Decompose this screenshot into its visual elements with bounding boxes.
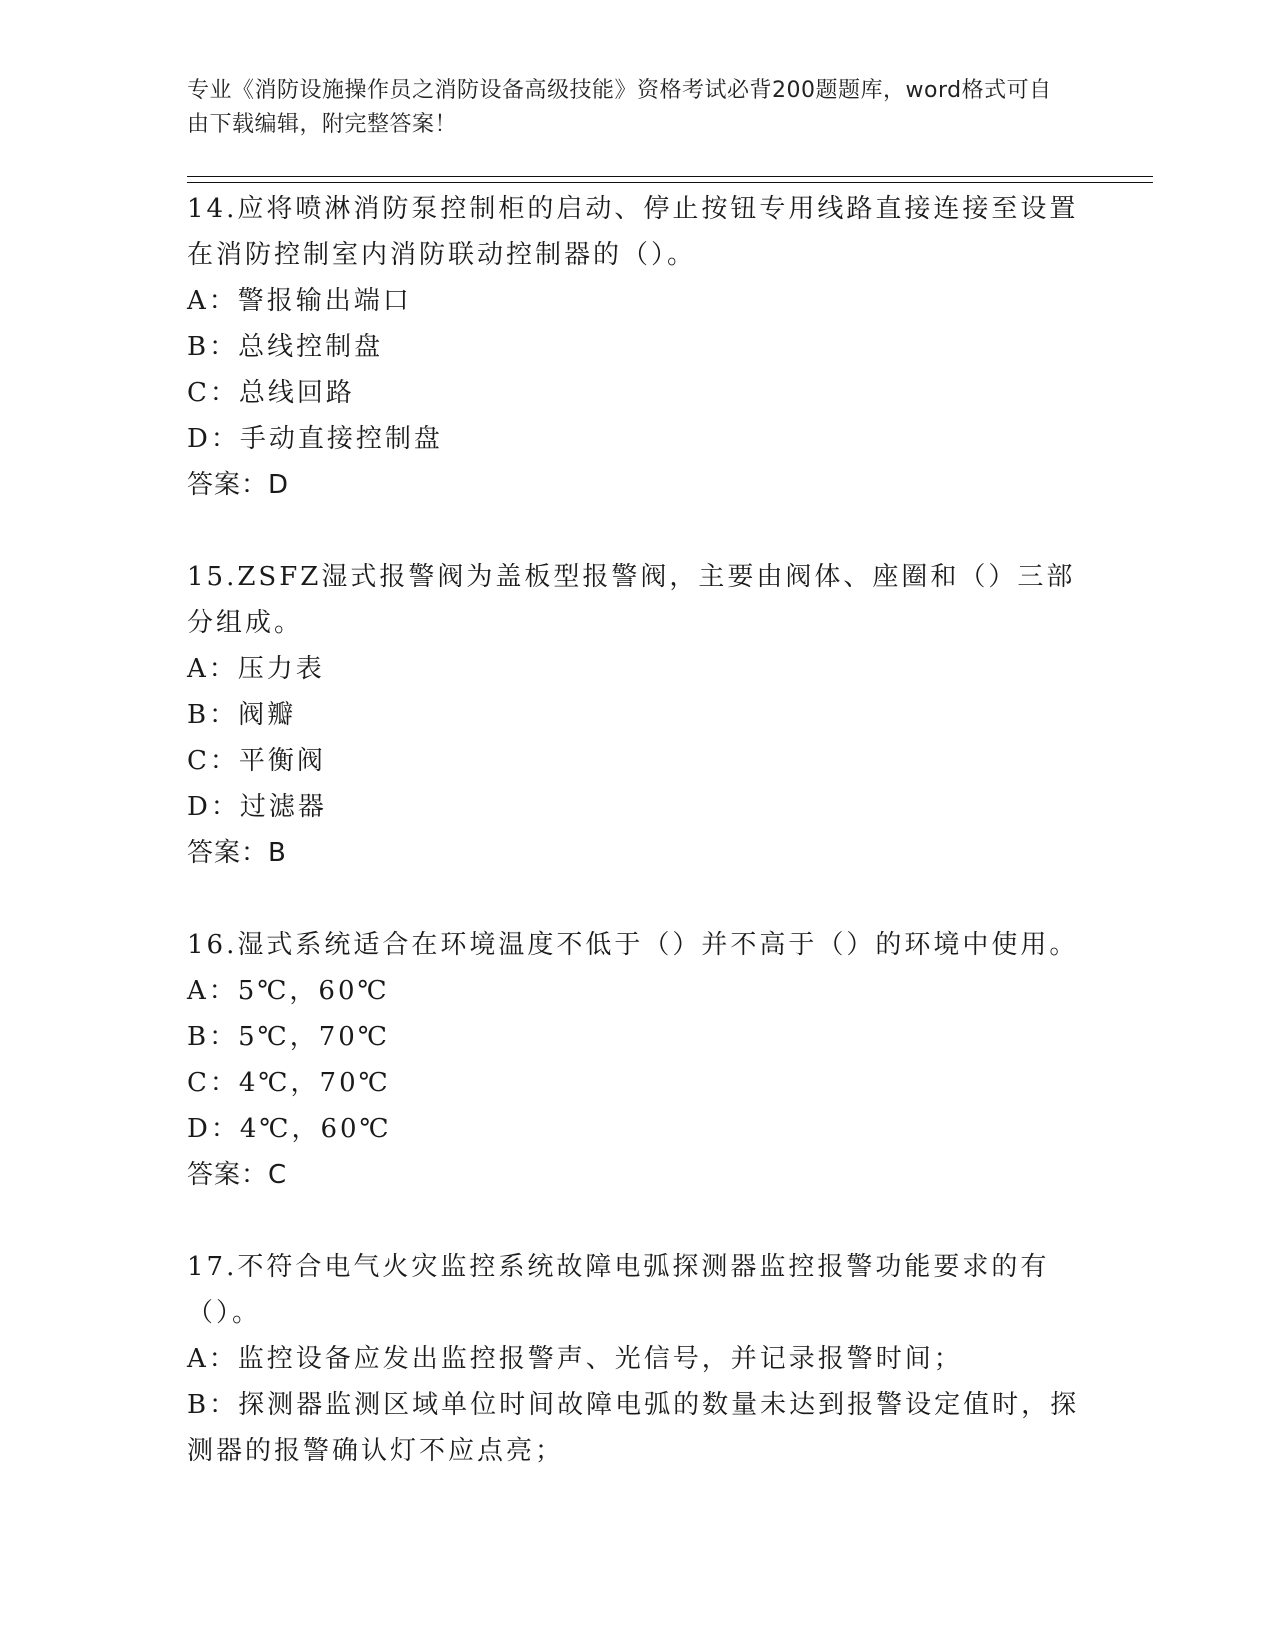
option-a: A：警报输出端口 [187,286,412,316]
option-b: B：5℃，70℃ [187,1022,390,1052]
option-b: B：探测器监测区域单位时间故障电弧的数量未达到报警设定值时，探测器的报警确认灯不应点亮； [187,1390,1080,1466]
question-stem: 14.应将喷淋消防泵控制柜的启动、停止按钮专用线路直接连接至设置在消防控制室内消防联动控制器的（）。 [187,194,1079,270]
spacer [187,508,1087,554]
question-stem: 15.ZSFZ湿式报警阀为盖板型报警阀，主要由阀体、座圈和（）三部分组成。 [187,562,1076,638]
answer-line: 答案：D [187,470,290,500]
question-15 [187,554,1087,876]
question-stem: 16.湿式系统适合在环境温度不低于（）并不高于（）的环境中使用。 [187,930,1079,960]
question-14 [187,186,1087,508]
document-header: 专业《消防设施操作员之消防设备高级技能》资格考试必背200题题库，word格式可自由下载编辑，附完整答案！ [187,78,1052,137]
header-divider-top [187,176,1153,177]
question-list [187,186,1087,1474]
question-16 [187,922,1087,1198]
option-a: A：5℃，60℃ [187,976,390,1006]
question-17 [187,1244,1087,1474]
option-b: B：总线控制盘 [187,332,384,362]
spacer [187,876,1087,922]
header-divider-bottom [187,182,1153,183]
answer-line: 答案：B [187,838,287,868]
question-stem: 17.不符合电气火灾监控系统故障电弧探测器监控报警功能要求的有（）。 [187,1252,1050,1328]
option-b: B：阀瓣 [187,700,297,730]
option-d: D：4℃，60℃ [187,1114,392,1144]
option-c: C：平衡阀 [187,746,326,776]
option-c: C：总线回路 [187,378,355,408]
option-d: D：手动直接控制盘 [187,424,443,454]
option-c: C：4℃，70℃ [187,1068,391,1098]
option-a: A：压力表 [187,654,325,684]
answer-line: 答案：C [187,1160,288,1190]
option-d: D：过滤器 [187,792,327,822]
spacer [187,1198,1087,1244]
option-a: A：监控设备应发出监控报警声、光信号，并记录报警时间； [187,1344,963,1374]
